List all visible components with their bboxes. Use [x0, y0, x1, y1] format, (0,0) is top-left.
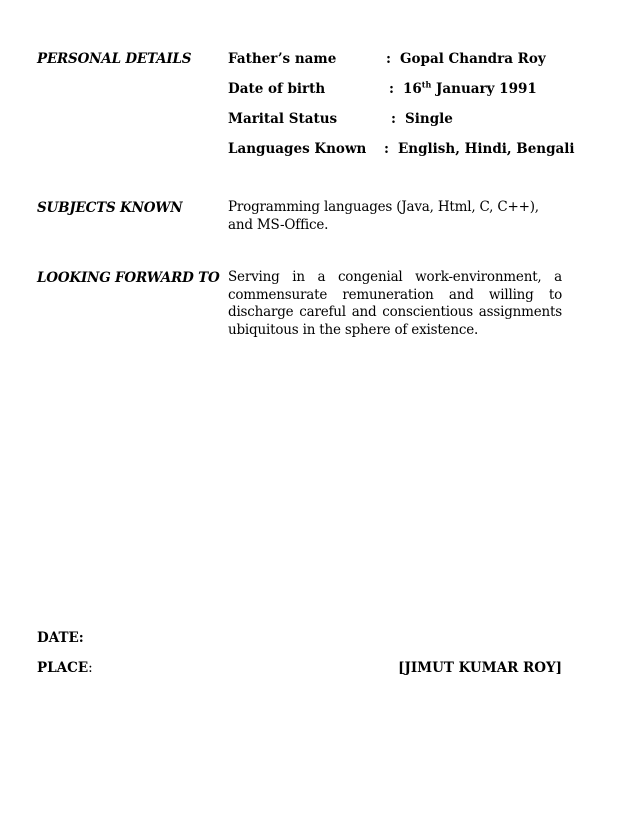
marital-status-text: Single	[405, 111, 453, 127]
place-colon: :	[88, 660, 93, 676]
signature-name: [JIMUT KUMAR ROY]	[398, 660, 562, 676]
dob-day: 16	[403, 81, 422, 97]
marital-status-value	[391, 111, 453, 127]
separator-colon: :	[384, 141, 389, 157]
languages-known-value	[384, 141, 575, 157]
dob-month-year: January 1991	[431, 81, 537, 97]
separator-colon: :	[391, 111, 396, 127]
dob-day-suffix: th	[421, 79, 432, 90]
fathers-name-value	[386, 51, 546, 67]
looking-forward-heading: LOOKING FORWARD TO	[37, 270, 220, 286]
place-label	[37, 660, 93, 676]
separator-colon: :	[389, 81, 394, 97]
looking-forward-text: Serving in a congenial work-environment, a commensurate remuneration and willing to discharge careful and conscientious assignments ubiquitous in the sphere of existence.	[228, 269, 562, 338]
date-label	[37, 630, 84, 646]
date-of-birth-label: Date of birth	[228, 81, 326, 97]
date-label-text: DATE:	[37, 630, 84, 646]
fathers-name-label: Father’s name	[228, 51, 337, 67]
date-of-birth-value	[389, 81, 537, 97]
subjects-known-heading: SUBJECTS KNOWN	[37, 200, 183, 216]
subjects-known-text: Programming languages (Java, Html, C, C++), and MS-Office.	[228, 199, 539, 233]
personal-details-heading: PERSONAL DETAILS	[37, 51, 192, 67]
languages-known-text: English, Hindi, Bengali	[398, 141, 575, 157]
place-label-text: PLACE	[37, 660, 89, 676]
fathers-name-text: Gopal Chandra Roy	[400, 51, 546, 67]
marital-status-label: Marital Status	[228, 111, 338, 127]
languages-known-label: Languages Known	[228, 141, 367, 157]
separator-colon: :	[386, 51, 391, 67]
